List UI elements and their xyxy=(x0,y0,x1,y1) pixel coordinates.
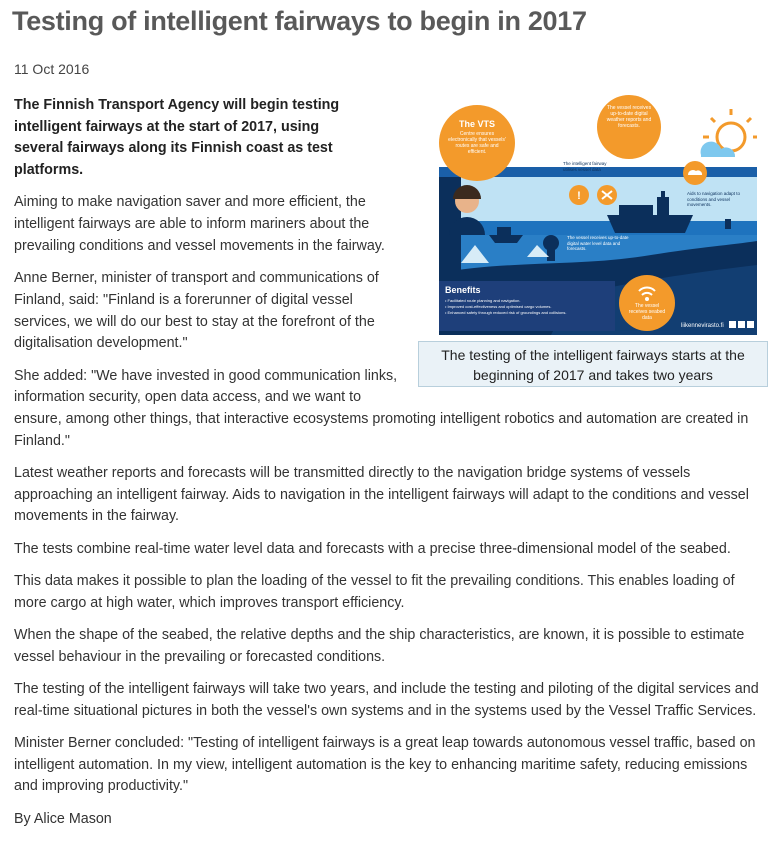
body-paragraph: The testing of the intelligent fairways will take two years, and include the testing and piloting of the digital services and real-time situational pictures in both the vessel's own systems and in the systems used by the Vessel Traffic Services. xyxy=(14,680,759,719)
water-level-text: The vessel receives up-to-date digital water level data and forecasts. xyxy=(567,235,629,251)
body-paragraph: Anne Berner, minister of transport and communications of Finland, said: "Finland is a forerunner of digital vessel services, we will do our best to stay at the forefront of the digitalisation development." xyxy=(14,270,379,352)
fairway-data-text: The intelligent fairway utilises vessel data xyxy=(563,161,607,172)
article-body xyxy=(14,95,764,841)
seabed-text: The vessel receives seabed data xyxy=(628,303,666,321)
lead-paragraph: The Finnish Transport Agency will begin testing intelligent fairways at the start of 2017, using several fairways along its Finnish coast as test platforms. xyxy=(14,97,340,179)
body-paragraph: Minister Berner concluded: "Testing of intelligent fairways is a great leap towards autonomous vessel traffic, based on intelligent automation. In my view, intelligent automation is the key to enhancing maritime safety, reducing emissions and improving productivity." xyxy=(14,734,756,795)
body-paragraph: Aiming to make navigation saver and more efficient, the intelligent fairways are able to inform mariners about the prevailing conditions and vessel movements in the fairway. xyxy=(14,194,385,254)
cloud-icon xyxy=(683,161,707,185)
marker-icon xyxy=(725,219,731,229)
body-paragraph: When the shape of the seabed, the relative depths and the ship characteristics, are known, it is possible to estimate vessel behaviour in the prevailing or forecasted conditions. xyxy=(14,626,745,665)
article-figure xyxy=(418,95,770,393)
facebook-icon xyxy=(747,321,754,328)
benefit-item: • Improved cost-effectiveness and optimised cargo volumes. xyxy=(445,304,552,309)
article-title: Testing of intelligent fairways to begin in 2017 xyxy=(12,6,587,36)
vts-title: The VTS xyxy=(458,119,496,129)
body-paragraph: She added: "We have invested in good communication links, information security, open data access, and we want to ensure, among other things, that interactive ecosystems promoting intelligent robotics and automation are created in Finland." xyxy=(14,367,749,449)
vts-text: Centre ensures electronically that vessels' routes are safe and efficient. xyxy=(448,131,506,155)
benefit-item: • Facilitated route planning and navigation. xyxy=(445,298,521,303)
youtube-icon xyxy=(738,321,745,328)
benefit-item: • Enhanced safety through reduced risk of groundings and collisions. xyxy=(445,310,567,315)
figure-caption: The testing of the intelligent fairways starts at the beginning of 2017 and takes two years xyxy=(418,341,768,387)
intelligent-fairway-infographic xyxy=(431,95,757,335)
weather-text: The vessel receives up-to-date digital weather reports and forecasts. xyxy=(606,105,652,129)
aids-text: Aids to navigation adapt to conditions and vessel movements. xyxy=(687,191,741,207)
twitter-icon xyxy=(729,321,736,328)
body-paragraph: The tests combine real-time water level data and forecasts with a precise three-dimensional model of the seabed. xyxy=(14,540,731,557)
svg-text:!: ! xyxy=(577,190,581,202)
publish-date: 11 Oct 2016 xyxy=(14,61,90,77)
author-byline: By Alice Mason xyxy=(14,810,112,827)
site-label: liikennevirasto.fi xyxy=(681,323,724,329)
body-paragraph: Latest weather reports and forecasts will be transmitted directly to the navigation bridge systems of vessels approaching an intelligent fairway. Aids to navigation in the intelligent fairways will adapt to the conditions and vessel movements in the fairway. xyxy=(14,464,749,525)
body-paragraph: This data makes it possible to plan the loading of the vessel to fit the prevailing conditions. This enables loading of more cargo at high water, which improves transport efficiency. xyxy=(14,572,735,611)
benefits-title: Benefits xyxy=(445,285,481,295)
